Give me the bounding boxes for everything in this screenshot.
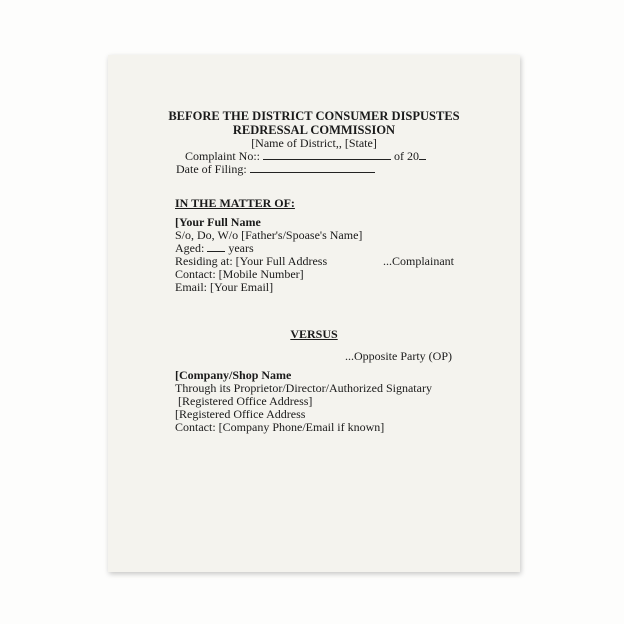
opposite-party-contact: Contact: [Company Phone/Email if known] <box>175 420 385 434</box>
complaint-number-blank <box>263 150 391 160</box>
title-line-1: BEFORE THE DISTRICT CONSUMER DISPUSTES <box>168 109 460 123</box>
filing-label: Date of Filing: <box>176 162 247 176</box>
opposite-party-name: [Company/Shop Name <box>175 368 292 382</box>
age-blank <box>207 242 225 252</box>
opposite-party-address-1: [Registered Office Address] <box>175 394 313 408</box>
versus-heading: VERSUS <box>290 327 338 341</box>
year-blank <box>419 150 426 160</box>
complaint-label: Complaint No:: <box>185 149 260 163</box>
opposite-party-address-2: [Registered Office Address <box>175 407 306 421</box>
complainant-role: ...Complainant <box>383 254 454 268</box>
location-line: [Name of District,, [State] <box>251 136 377 150</box>
aged-suffix: years <box>228 241 254 255</box>
filing-date-blank <box>250 163 375 173</box>
opposite-party-through: Through its Proprietor/Director/Authorized Signatary <box>175 381 432 395</box>
matter-heading: IN THE MATTER OF: <box>175 196 295 210</box>
complainant-contact: Contact: [Mobile Number] <box>175 267 304 281</box>
complainant-email: Email: [Your Email] <box>175 280 274 294</box>
complainant-address: Residing at: [Your Full Address <box>175 254 328 268</box>
complaint-year: of 20 <box>394 149 419 163</box>
aged-label: Aged: <box>175 241 205 255</box>
title-line-2: REDRESSAL COMMISSION <box>232 123 396 137</box>
filing-date-line <box>176 163 375 176</box>
opposite-party-role: ...Opposite Party (OP) <box>345 349 452 363</box>
document-page <box>108 55 520 572</box>
complainant-name: [Your Full Name <box>175 215 261 229</box>
complainant-relation: S/o, Do, W/o [Father's/Spoase's Name] <box>175 228 363 242</box>
